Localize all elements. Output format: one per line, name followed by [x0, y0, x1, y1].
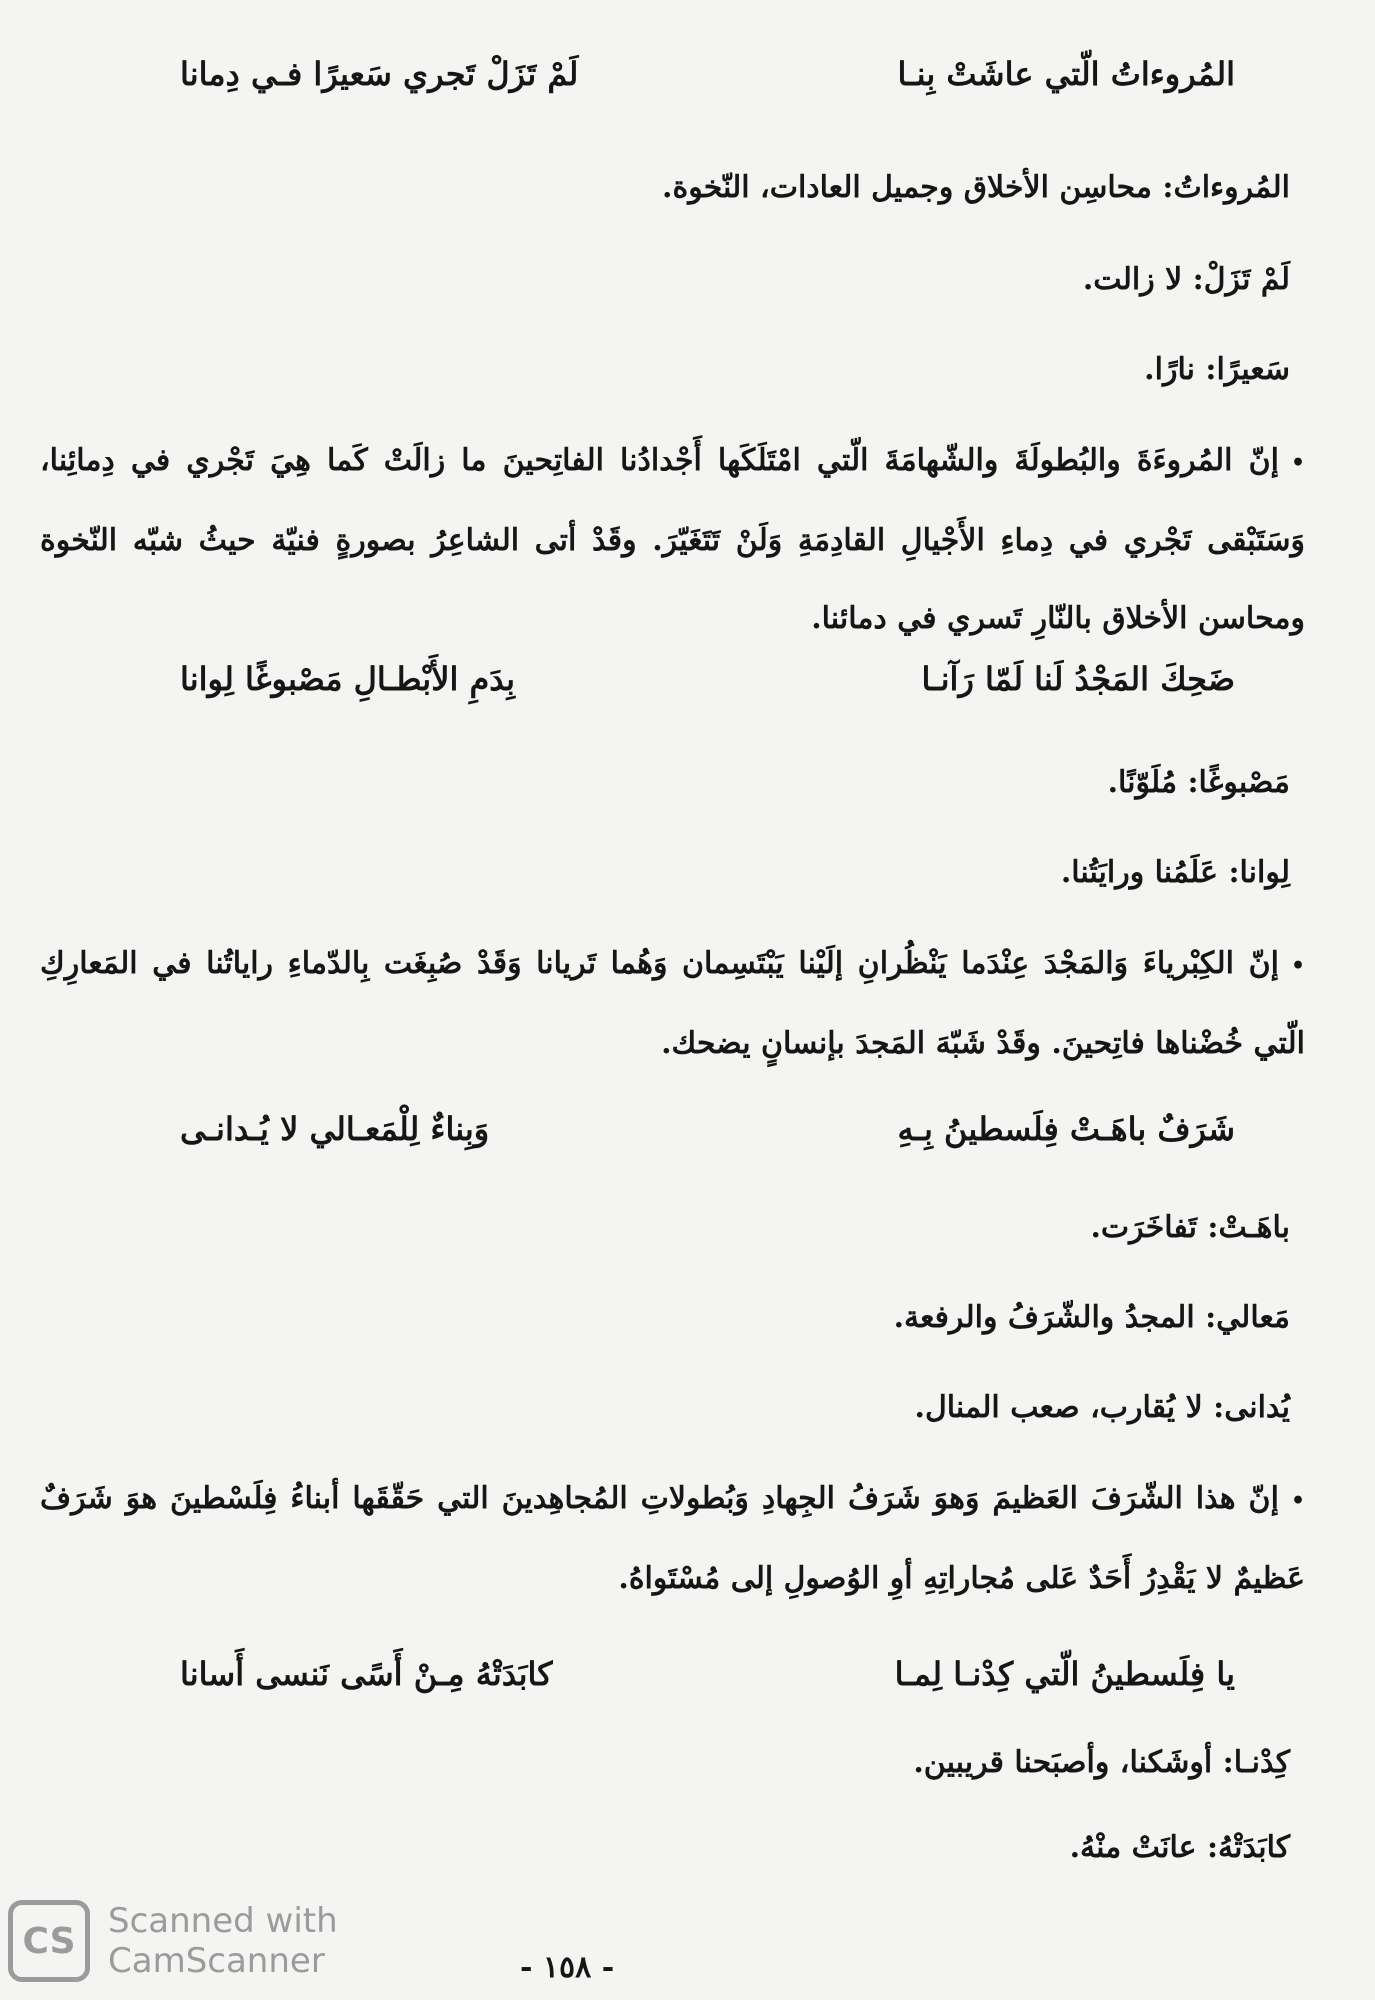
verse-1-second-hemistich: لَمْ تَزَلْ تَجري سَعيرًا فـي دِمانا [180, 55, 579, 93]
glossary-maali: مَعالي: المجدُ والشّرَفُ والرفعة. [893, 1300, 1290, 1335]
glossary-yudana: يُدانى: لا يُقارب، صعب المنال. [914, 1390, 1290, 1425]
poem-verse-4 [180, 1655, 1235, 1693]
glossary-masbooghan: مَصْبوغًا: مُلَوّنًا. [1107, 765, 1290, 800]
explanation-paragraph-3 [40, 1460, 1305, 1618]
bullet-1: • [1290, 450, 1305, 476]
glossary-liwana: لِوانا: عَلَمُنا ورايَتُنا. [1060, 855, 1290, 890]
poem-verse-3 [180, 1110, 1235, 1148]
verse-4-second-hemistich: كابَدَتْهُ مِـنْ أَسًى نَنسى أَسانا [180, 1655, 553, 1693]
verse-4-first-hemistich: يا فِلَسطينُ الّتي كِدْنـا لِمـا [894, 1655, 1235, 1693]
camscanner-watermark [8, 1900, 338, 1982]
verse-2-second-hemistich: بِدَمِ الأَبْطـالِ مَصْبوغًا لِوانا [180, 660, 515, 698]
explanation-paragraph-2 [40, 925, 1305, 1083]
bullet-2: • [1290, 953, 1305, 979]
glossary-saeeran: سَعيرًا: نارًا. [1144, 352, 1290, 387]
poem-verse-1 [180, 55, 1235, 93]
bullet-3: • [1290, 1488, 1305, 1514]
explanation-2-text: إنّ الكِبْرياءَ وَالمَجْدَ عِنْدَما يَنْظُرانِ إلَيْنا يَبْتَسِمان وَهُما تَريانا وَقَدْ صُبِغَت بِالدّماءِ راياتُنا في المَعارِكِ الّتي خُضْناها فاتِحينَ. وقَدْ شَبّهَ المَجدَ بإنسانٍ يضحك. [40, 946, 1305, 1061]
glossary-kabadathu: كابَدَتْهُ: عانَتْ منْهُ. [1069, 1830, 1290, 1865]
verse-3-first-hemistich: شَرَفٌ باهَـتْ فِلَسطينُ بِـهِ [897, 1110, 1235, 1148]
verse-3-second-hemistich: وَبِناءٌ لِلْمَعـالي لا يُـدانـى [180, 1110, 490, 1148]
poem-verse-2 [180, 660, 1235, 698]
glossary-bahat: باهَـتْ: تَفاخَرَت. [1090, 1210, 1290, 1245]
verse-2-first-hemistich: ضَحِكَ المَجْدُ لَنا لَمّا رَآنـا [921, 660, 1235, 698]
explanation-paragraph-1 [40, 422, 1305, 658]
glossary-kidna: كِدْنـا: أوشَكنا، وأصبَحنا قريبين. [913, 1745, 1290, 1780]
glossary-muruat: المُروءاتُ: محاسِن الأخلاق وجميل العادات، النّخوة. [662, 170, 1290, 205]
watermark-line-1: Scanned with [108, 1901, 338, 1941]
explanation-3-text: إنّ هذا الشّرَفَ العَظيمَ وَهوَ شَرَفُ الجِهادِ وَبُطولاتِ المُجاهِدينَ التي حَقّقَها أبناءُ فِلَسْطينَ هوَ شَرَفٌ عَظيمٌ لا يَقْدِرُ أَحَدٌ عَلى مُجاراتِهِ أوِ الوُصولِ إلى مُسْتَواهُ. [40, 1481, 1305, 1596]
page-number: - ١٥٨ - [520, 1950, 615, 1985]
watermark-line-2: CamScanner [108, 1941, 325, 1981]
verse-1-first-hemistich: المُروءاتُ الّتي عاشَتْ بِنـا [897, 55, 1235, 93]
camscanner-logo-icon: CS [8, 1900, 90, 1982]
glossary-lam-tazal: لَمْ تَزَلْ: لا زالت. [1082, 262, 1290, 297]
explanation-1-text: إنّ المُروءَةَ والبُطولَةَ والشّهامَةَ الّتي امْتَلَكَها أَجْدادُنا الفاتِحينَ ما زالَتْ كَما هِيَ تَجْري في دِمائِنا، وَسَتَبْقى تَجْري في دِماءِ الأَجْيالِ القادِمَةِ وَلَنْ تَتَغَيّرَ. وقَدْ أتى الشاعِرُ بصورةٍ فنيّة حيثُ شبّه النّخوة ومحاسن الأخلاق بالنّارِ تَسري في دمائنا. [40, 443, 1305, 636]
camscanner-text [108, 1901, 338, 1981]
